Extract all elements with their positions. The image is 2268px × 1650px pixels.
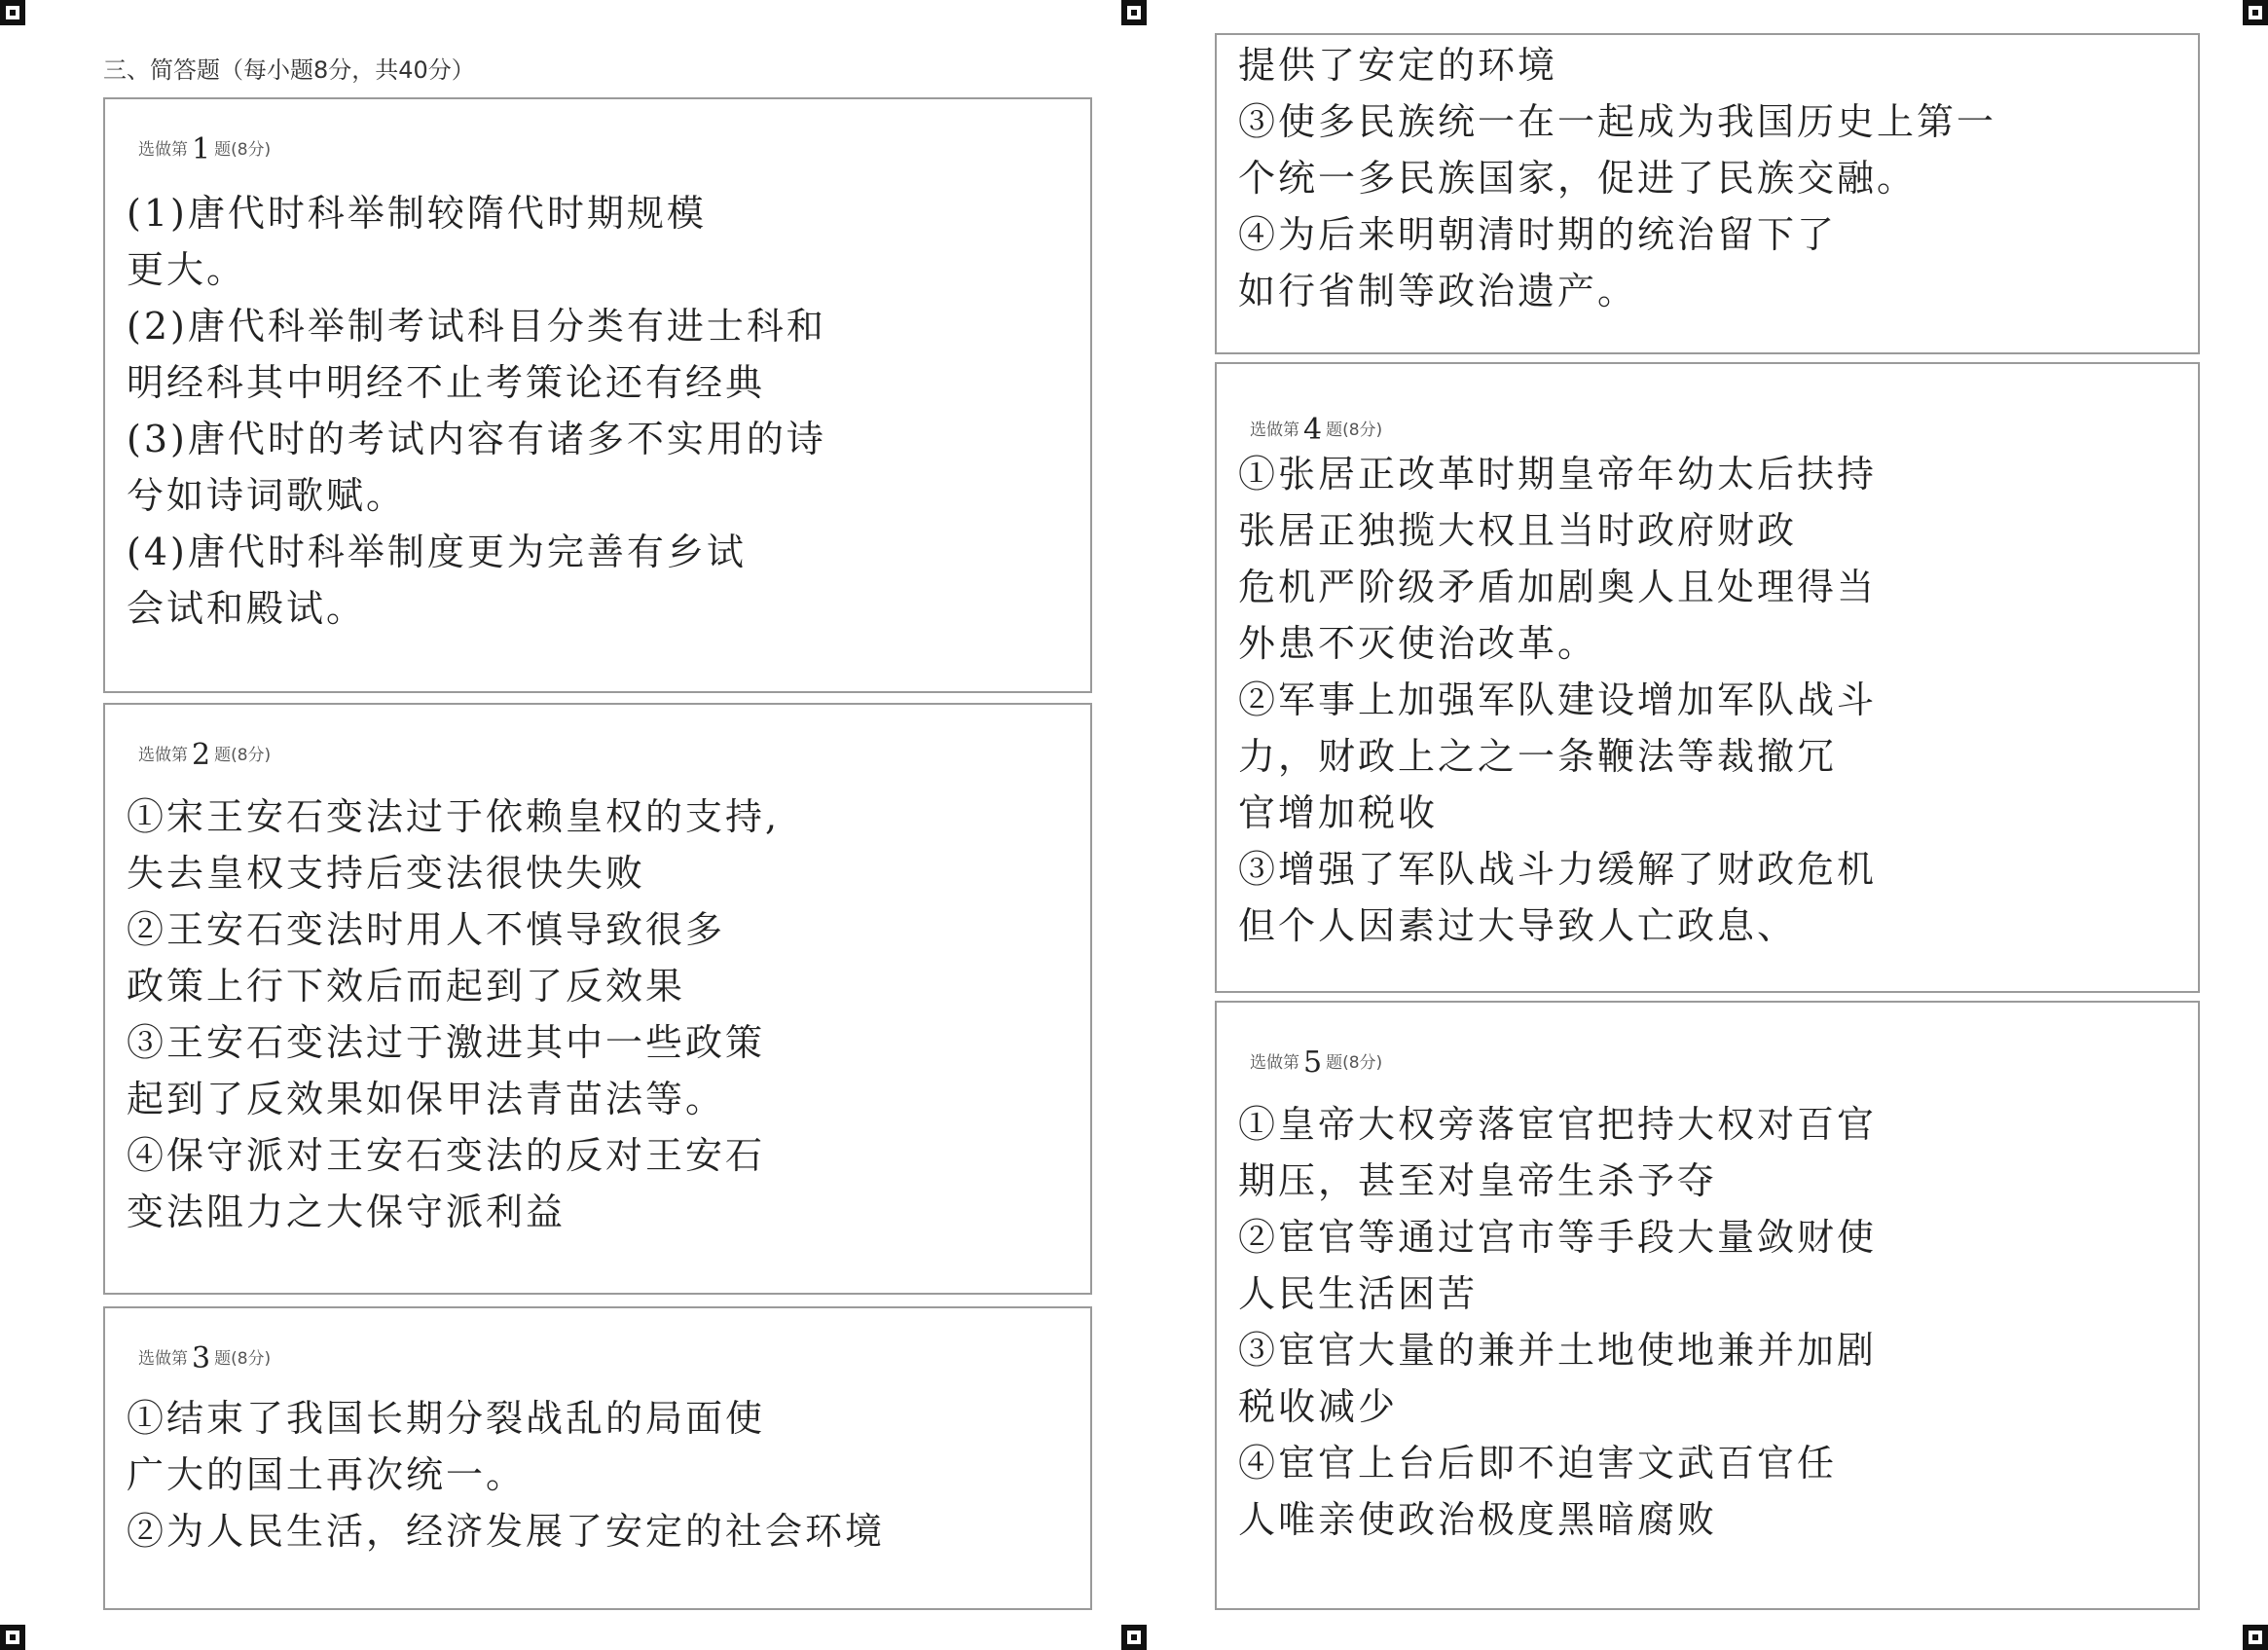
answer-box-4 [1215,362,2200,993]
handwritten-answer [1238,37,2184,319]
answer-line: (3)唐代时的考试内容有诸多不实用的诗 [127,418,826,460]
answer-line: 人民生活困苦 [1238,1272,1479,1315]
answer-line: ③增强了军队战斗力缓解了财政危机 [1238,848,1878,891]
answer-line: ④保守派对王安石变法的反对王安石 [127,1134,766,1177]
answer-line: 张居正独揽大权且当时政府财政 [1238,509,1798,552]
handwritten-answer [1238,1096,2184,1548]
answer-line: ①皇帝大权旁落宦官把持大权对百官 [1238,1103,1878,1146]
answer-box-2 [103,703,1092,1295]
answer-line: ④为后来明朝清时期的统治留下了 [1238,213,1838,256]
corner-marker-top-left [0,0,25,25]
answer-line: (2)唐代科举制考试科目分类有进士科和 [127,305,826,348]
answer-line: 官增加税收 [1238,791,1439,834]
answer-line: 如行省制等政治遗产。 [1238,270,1638,312]
handwritten-answer [127,1390,1077,1559]
answer-line: 失去皇权支持后变法很快失败 [127,852,646,895]
answer-box-1 [103,97,1092,693]
answer-line: 广大的国土再次统一。 [127,1453,527,1496]
answer-line: 但个人因素过大导致人亡政息、 [1238,904,1798,947]
answer-line: ②为人民生活，经济发展了安定的社会环境 [127,1510,886,1553]
answer-line: 兮如诗词歌赋。 [127,474,407,517]
answer-line: 力，财政上之之一条鞭法等裁撤冗 [1238,735,1838,778]
question-number: 4 [1303,413,1323,447]
handwritten-answer [127,185,1077,637]
answer-line: 变法阻力之大保守派利益 [127,1191,567,1233]
answer-line: 外患不灭使治改革。 [1238,622,1598,665]
corner-marker-bottom-right [2243,1625,2268,1650]
handwritten-answer [127,788,1077,1240]
answer-box-3-continued [1215,33,2200,354]
answer-line: ①宋王安石变法过于依赖皇权的支持, [127,795,781,838]
answer-line: ③宦官大量的兼并土地使地兼并加剧 [1238,1329,1878,1372]
section-title: 三、简答题（每小题8分，共40分） [103,56,475,84]
answer-line: 政策上行下效后而起到了反效果 [127,965,686,1008]
answer-box-3 [103,1306,1092,1610]
answer-header-4: 选做第 4 题(8分) [1250,413,1383,447]
answer-line: 提供了安定的环境 [1238,44,1558,87]
answer-box-5 [1215,1001,2200,1610]
corner-marker-bottom-center [1121,1625,1147,1650]
answer-header-3: 选做第 3 题(8分) [138,1341,272,1375]
answer-header-1: 选做第 1 题(8分) [138,132,272,166]
answer-line: 危机严阶级矛盾加剧奥人且处理得当 [1238,566,1878,608]
question-number: 3 [192,1341,211,1375]
answer-line: 起到了反效果如保甲法青苗法等。 [127,1078,726,1120]
answer-line: ②王安石变法时用人不慎导致很多 [127,908,726,951]
answer-line: 期压，甚至对皇帝生杀予夺 [1238,1159,1718,1202]
corner-marker-top-right [2243,0,2268,25]
question-number: 5 [1303,1045,1323,1080]
answer-line: (1)唐代时科举制较隋代时期规模 [127,192,707,235]
answer-line: ④宦官上台后即不迫害文武百官任 [1238,1442,1838,1485]
answer-line: ③使多民族统一在一起成为我国历史上第一 [1238,100,1997,143]
corner-marker-bottom-left [0,1625,25,1650]
answer-line: ①张居正改革时期皇帝年幼太后扶持 [1238,453,1878,495]
answer-line: ②宦官等通过宫市等手段大量敛财使 [1238,1216,1878,1259]
answer-header-5: 选做第 5 题(8分) [1250,1045,1383,1080]
question-number: 1 [192,132,211,166]
answer-line: 税收减少 [1238,1385,1399,1428]
question-number: 2 [192,738,211,772]
answer-line: 明经科其中明经不止考策论还有经典 [127,361,766,404]
answer-header-2: 选做第 2 题(8分) [138,738,272,772]
answer-line: (4)唐代时科举制度更为完善有乡试 [127,531,747,573]
answer-line: 人唯亲使政治极度黑暗腐败 [1238,1498,1718,1541]
answer-line: ③王安石变法过于激进其中一些政策 [127,1021,766,1064]
answer-line: 会试和殿试。 [127,587,367,630]
answer-line: ①结束了我国长期分裂战乱的局面使 [127,1397,766,1440]
answer-line: 更大。 [127,248,247,291]
answer-line: ②军事上加强军队建设增加军队战斗 [1238,678,1878,721]
answer-line: 个统一多民族国家，促进了民族交融。 [1238,157,1918,200]
corner-marker-top-center [1121,0,1147,25]
handwritten-answer [1238,446,2184,954]
